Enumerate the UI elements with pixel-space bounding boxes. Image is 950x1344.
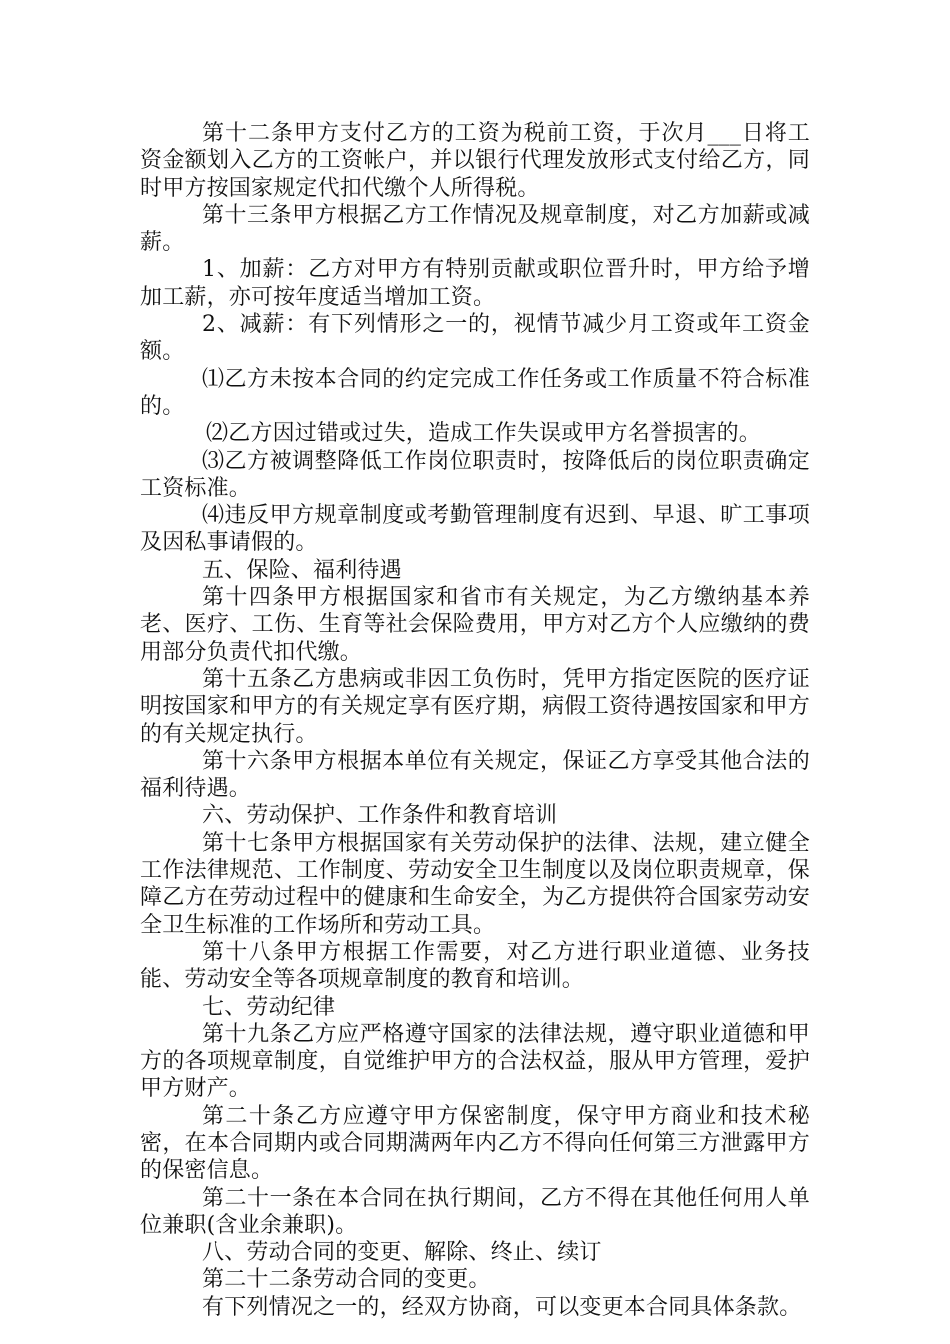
list-item-reduction-2: ⑵乙方因过错或过失，造成工作失误或甲方名誉损害的。: [206, 421, 762, 447]
paragraph-article-20: 第二十条乙方应遵守甲方保密制度，保守甲方商业和技术秘密，在本合同期内或合同期满两年内乙方不得向任何第三方泄露甲方的保密信息。: [140, 1103, 810, 1184]
list-item-reduction-3: ⑶乙方被调整降低工作岗位职责时，按降低后的岗位职责确定工资标准。: [140, 448, 810, 501]
paragraph-article-18: 第十八条甲方根据工作需要，对乙方进行职业道德、业务技能、劳动安全等各项规章制度的教育和培训。: [140, 939, 810, 993]
paragraph-article-19: 第十九条乙方应严格遵守国家的法律法规，遵守职业道德和甲方的各项规章制度，自觉维护甲方的合法权益，服从甲方管理，爱护甲方财产。: [140, 1021, 810, 1102]
section-heading-insurance: 五、保险、福利待遇: [202, 557, 402, 583]
list-item-reduction-4: ⑷违反甲方规章制度或考勤管理制度有迟到、早退、旷工事项及因私事请假的。: [140, 503, 810, 556]
paragraph-article-14: 第十四条甲方根据国家和省市有关规定，为乙方缴纳基本养老、医疗、工伤、生育等社会保险费用，甲方对乙方个人应缴纳的费用部分负责代扣代缴。: [140, 585, 810, 665]
section-heading-protection: 六、劳动保护、工作条件和教育培训: [202, 803, 558, 829]
paragraph-article-13: 第十三条甲方根据乙方工作情况及规章制度，对乙方加薪或减薪。: [140, 202, 810, 256]
section-heading-discipline: 七、劳动纪律: [202, 994, 336, 1020]
paragraph-change-conditions: 有下列情况之一的，经双方协商，可以变更本合同具体条款。: [202, 1294, 802, 1320]
paragraph-article-15: 第十五条乙方患病或非因工负伤时，凭甲方指定医院的医疗证明按国家和甲方的有关规定享有医疗期，病假工资待遇按国家和甲方的有关规定执行。: [140, 666, 810, 747]
paragraph-article-21: 第二十一条在本合同在执行期间，乙方不得在其他任何用人单位兼职(含业余兼职)。: [140, 1185, 810, 1238]
paragraph-reduction: 2、减薪：有下列情形之一的，视情节减少月工资或年工资金额。: [140, 312, 810, 365]
document-body: [140, 120, 810, 1321]
paragraph-article-12: 第十二条甲方支付乙方的工资为税前工资，于次月___日将工资金额划入乙方的工资帐户，并以银行代理发放形式支付给乙方，同时甲方按国家规定代扣代缴个人所得税。: [140, 121, 810, 201]
paragraph-article-17: 第十七条甲方根据国家有关劳动保护的法律、法规，建立健全工作法律规范、工作制度、劳动安全卫生制度以及岗位职责规章，保障乙方在劳动过程中的健康和生命安全，为乙方提供符合国家劳动安全卫生标准的工作场所和劳动工具。: [140, 830, 810, 938]
paragraph-article-16: 第十六条甲方根据本单位有关规定，保证乙方享受其他合法的福利待遇。: [140, 748, 810, 802]
section-heading-contract-change: 八、劳动合同的变更、解除、终止、续订: [202, 1240, 602, 1266]
paragraph-article-22: 第二十二条劳动合同的变更。: [202, 1267, 491, 1293]
paragraph-raise: 1、加薪：乙方对甲方有特别贡献或职位晋升时，甲方给予增加工薪，亦可按年度适当增加工资。: [140, 257, 810, 310]
list-item-reduction-1: ⑴乙方未按本合同的约定完成工作任务或工作质量不符合标准的。: [140, 366, 810, 419]
